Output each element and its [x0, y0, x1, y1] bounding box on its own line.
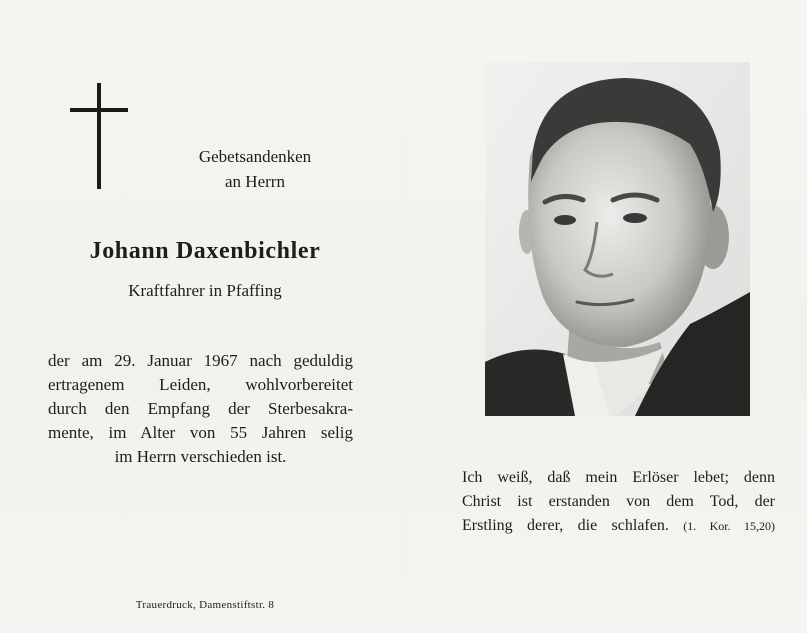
bible-verse: [462, 466, 775, 538]
bio-line: im Herrn verschieden ist.: [114, 447, 287, 466]
intro-text: [160, 144, 350, 194]
intro-line-1: Gebetsandenken: [198, 147, 312, 166]
intro-line-2: an Herrn: [225, 172, 285, 191]
verse-line-last: [462, 514, 775, 538]
bio-line: durch den Empfang der Sterbesakra-: [48, 399, 353, 418]
verse-line-text: Erstling derer, die schlafen.: [462, 517, 669, 534]
bio-line: mente, im Alter von 55 Jahren selig: [48, 423, 353, 442]
card-fold: [403, 0, 405, 633]
deceased-name: Johann Daxenbichler: [89, 238, 321, 264]
biography: [48, 349, 353, 469]
portrait-photo: [485, 62, 750, 416]
verse-line: Ich weiß, daß mein Erlöser lebet; denn: [462, 469, 775, 486]
verse-reference: (1. Kor. 15,20): [683, 519, 776, 533]
bio-line: ertragenem Leiden, wohlvorbereitet: [48, 375, 353, 394]
occupation: Kraftfahrer in Pfaffing: [128, 281, 282, 300]
printer-imprint: Trauerdruck, Damenstiftstr. 8: [135, 599, 275, 611]
bio-line: der am 29. Januar 1967 nach geduldig: [48, 351, 353, 370]
verse-line: Christ ist erstanden von dem Tod, der: [462, 493, 775, 510]
cross-icon: [70, 83, 128, 189]
